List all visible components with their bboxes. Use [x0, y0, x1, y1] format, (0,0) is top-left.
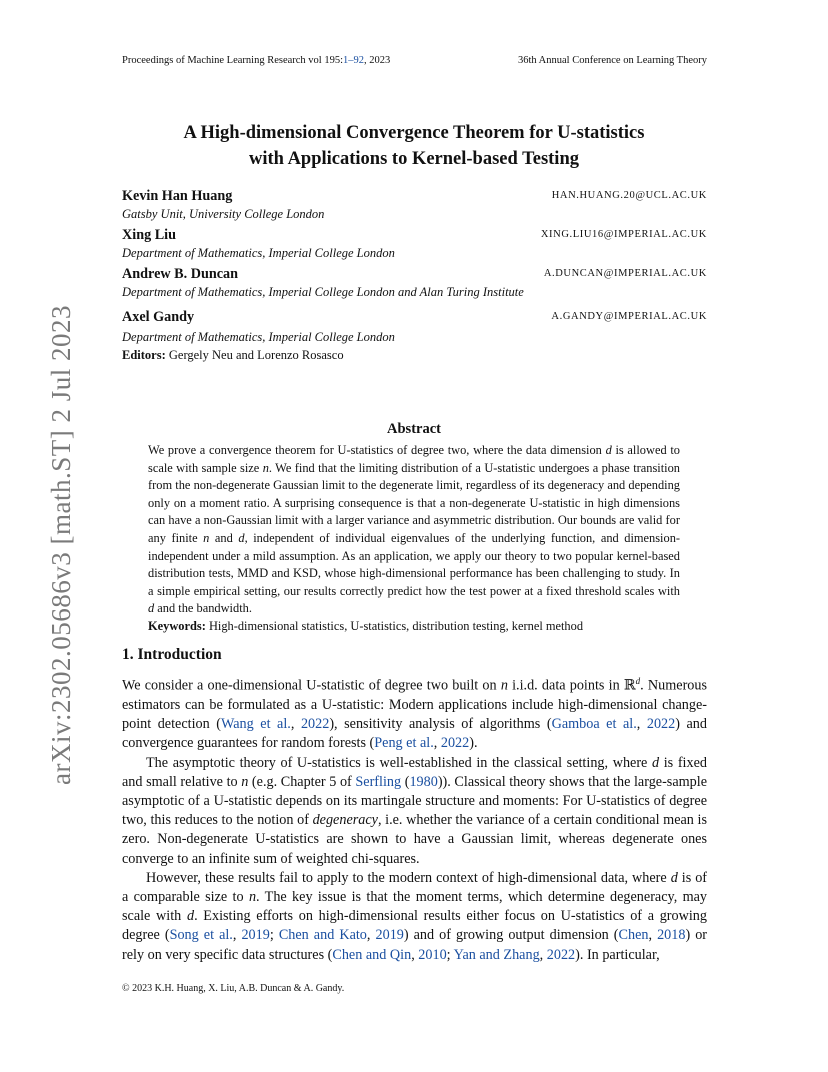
citation-link[interactable]: Wang et al.: [220, 716, 291, 733]
keywords-line: [148, 618, 680, 636]
arxiv-identifier: arXiv:2302.05686v3 [math.ST] 2 Jul 2023: [46, 305, 76, 785]
intro-paragraph: However, these results fail to apply to the modern context of high-dimensional data, where d is of a comparable size to n. The key issue is that the moment terms, which determine degeneracy, may scale with d. Existing efforts on high-dimensional results either focus on U-statistics of a growing degree (Song et al., 2019; Chen and Kato, 2019) and of growing output dimension (Chen, 2018) or rely on very specific data structures (Chen and Qin, 2010; Yan and Zhang, 2022). In particular,: [122, 869, 708, 963]
intro-body: [122, 672, 707, 965]
citation-year-link[interactable]: 2019: [375, 927, 404, 944]
author-email: XING.LIU16@IMPERIAL.AC.UK: [540, 229, 707, 240]
editors-names: Gergely Neu and Lorenzo Rosasco: [168, 348, 344, 362]
author-email: A.GANDY@IMPERIAL.AC.UK: [551, 311, 707, 322]
citation-year-link[interactable]: 2022: [646, 716, 676, 733]
citation-year-link[interactable]: 2022: [440, 735, 470, 752]
citation-year-link[interactable]: 2022: [300, 716, 330, 733]
citation-link[interactable]: Gamboa et al.: [551, 716, 637, 733]
abstract-text: We prove a convergence theorem for U-statistics of degree two, where the data dimension d is allowed to scale with sample size n. We find that the limiting distribution of a U-statistic undergoes a phase transition from the non-degenerate Gaussian limit to the degenerate limit, regardless of its degeneracy and depending only on a moment ratio. A surprising consequence is that a non-degenerate U-statistic in high dimensions can have a non-Gaussian limit with a larger variance and asymmetric distribution. Our bounds are valid for any finite n and d, independent of individual eigenvalues of the underlying function, and dimension-independent under a mild assumption. As an application, we apply our theory to two popular kernel-based distribution tests, MMD and KSD, whose high-dimensional performance has been challenging to study. In a simple empirical setting, our results correctly predict how the test power at a fixed threshold scales with d and the bandwidth. Keywords: High-dimensional statistics, U-statistics, distribution testing, kernel method: [148, 442, 680, 636]
citation-year-link[interactable]: 1980: [409, 773, 438, 790]
citation-year-link[interactable]: 2022: [546, 946, 576, 963]
author-name: Kevin Han Huang: [122, 188, 233, 204]
author-affiliation: Department of Mathematics, Imperial College London and Alan Turing Institute: [122, 285, 524, 299]
editors-label: Editors:: [122, 348, 166, 362]
header-conference: 36th Annual Conference on Learning Theory: [517, 55, 707, 66]
author-affiliation: Department of Mathematics, Imperial College London: [122, 330, 395, 344]
editors-line: [122, 348, 344, 363]
author-affiliation: Gatsby Unit, University College London: [122, 207, 325, 221]
abstract-heading: Abstract: [387, 421, 441, 437]
author-name: Axel Gandy: [122, 309, 195, 325]
citation-year-link[interactable]: 2019: [241, 927, 270, 944]
author-affiliation: Department of Mathematics, Imperial College London: [122, 246, 395, 260]
author-name: Andrew B. Duncan: [122, 266, 239, 282]
paper-title: [0, 120, 828, 172]
section-heading: 1. Introduction: [122, 646, 222, 663]
intro-paragraph: The asymptotic theory of U-statistics is well-established in the classical setting, where d is fixed and small relative to n (e.g. Chapter 5 of Serfling (1980)). Classical theory shows that the large-sample asymptotic of a U-statistic depends on its martingale structure and moments: For U-statistics of degree two, this reduces to the notion of degeneracy, i.e. whether the variance of a certain conditional mean is zero. Non-degenerate U-statistics are shown to have a Gaussian limit, whereas degenerate ones converge to an infinite sum of weighted chi-squares.: [122, 754, 707, 867]
page-range-link[interactable]: 1–92: [343, 55, 365, 66]
intro-paragraph: We consider a one-dimensional U-statistic of degree two built on n i.i.d. data points in ℝ$^d$. Numerous estimators can be formulated as a U-statistic: Modern applications include high-dimensional change-point detection (Wang et al., 2022), sensitivity analysis of algorithms (Gamboa et al., 2022) and convergence guarantees for random forests (Peng et al., 2022).: [122, 676, 708, 752]
author-email: HAN.HUANG.20@UCL.AC.UK: [551, 190, 707, 201]
citation-link[interactable]: Serfling: [355, 773, 402, 790]
copyright-footer: © 2023 K.H. Huang, X. Liu, A.B. Duncan & A. Gandy.: [122, 983, 345, 994]
citation-link[interactable]: Peng et al.: [374, 735, 434, 752]
citation-link[interactable]: Song et al.: [169, 927, 233, 944]
title-line-2: with Applications to Kernel-based Testing: [249, 149, 579, 169]
keywords-label: Keywords:: [148, 618, 206, 633]
keywords-list: High-dimensional statistics, U-statistics, distribution testing, kernel method: [208, 618, 584, 633]
citation-link[interactable]: Chen and Kato: [278, 927, 367, 944]
author-email: A.DUNCAN@IMPERIAL.AC.UK: [543, 268, 707, 279]
citation-year-link[interactable]: 2018: [657, 927, 686, 944]
author-block: [122, 188, 707, 222]
citation-link[interactable]: Yan and Zhang: [453, 946, 540, 963]
author-block: [122, 266, 707, 300]
author-block: [122, 309, 707, 345]
citation-year-link[interactable]: 2010: [418, 946, 447, 963]
author-block: [122, 227, 707, 261]
citation-link[interactable]: Chen: [618, 927, 649, 944]
title-line-1: A High-dimensional Convergence Theorem for U-statistics: [183, 123, 645, 143]
author-name: Xing Liu: [122, 227, 177, 243]
header-proceedings: Proceedings of Machine Learning Research vol 195:1–92, 2023: [122, 55, 391, 66]
citation-link[interactable]: Chen and Qin: [332, 946, 412, 963]
